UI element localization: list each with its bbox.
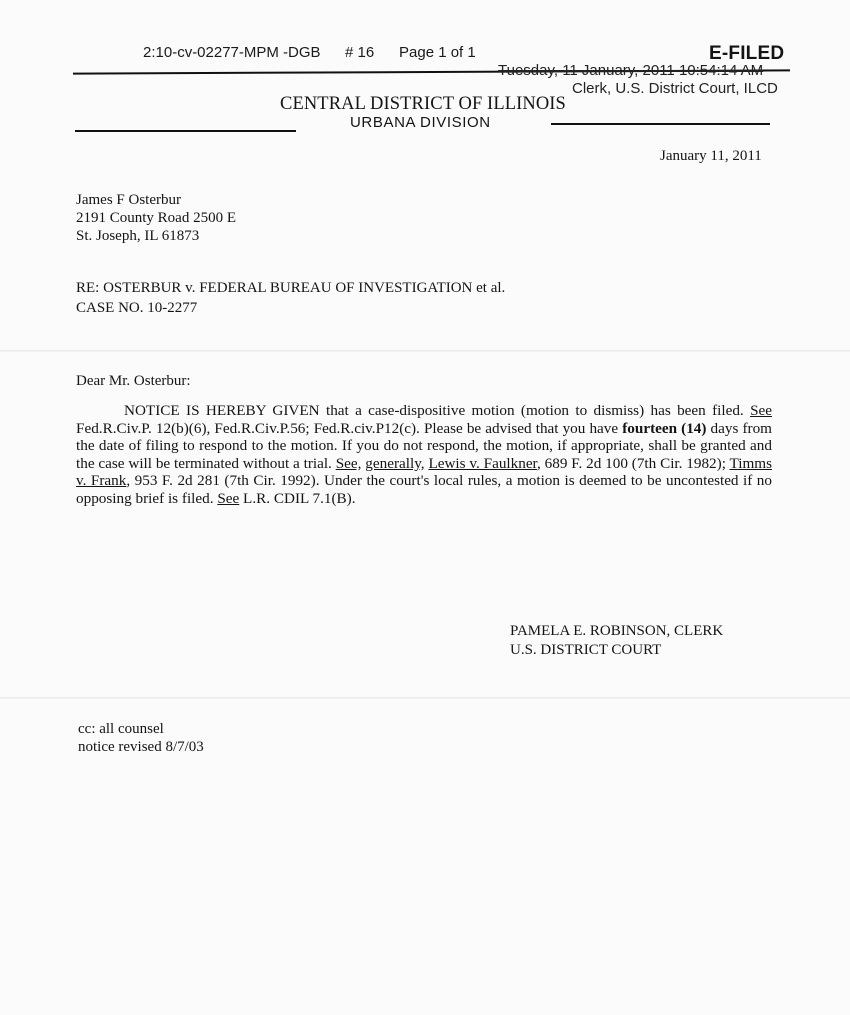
recipient-street: 2191 County Road 2500 E bbox=[76, 210, 236, 226]
see-citation-2: See, bbox=[335, 454, 362, 472]
signature-office: U.S. DISTRICT COURT bbox=[510, 642, 662, 658]
recipient-city: St. Joseph, IL 61873 bbox=[76, 228, 200, 244]
header-document-number: # 16 bbox=[345, 44, 375, 61]
notice-text-5: , 953 F. 2d 281 (7th Cir. 1992). Under the court's local rules, a motion is deemed to be uncontested if no opposing brief is filed. bbox=[76, 472, 772, 507]
generally-citation: generally, bbox=[365, 454, 425, 472]
heading-right-rule bbox=[551, 123, 770, 125]
see-citation-1: See bbox=[750, 402, 772, 419]
see-citation-3: See bbox=[217, 489, 240, 507]
case-lewis-v-faulkner: Lewis v. Faulkner bbox=[428, 454, 538, 472]
re-case-number: CASE NO. 10-2277 bbox=[76, 300, 198, 316]
court-division-title: URBANA DIVISION bbox=[350, 114, 491, 131]
notice-text-3: days from the date of filing to respond to the motion. If you do not respond, the motion, if appropriate, shall be granted and the case will be terminated without a trial. bbox=[76, 419, 772, 472]
paper-fold-upper bbox=[0, 350, 850, 352]
efiled-stamp: E-FILED bbox=[709, 43, 785, 64]
signature-name: PAMELA E. ROBINSON, CLERK bbox=[510, 623, 724, 639]
deadline-emphasis: fourteen (14) bbox=[622, 419, 707, 437]
header-page-info: Page 1 of 1 bbox=[399, 44, 476, 61]
efiled-clerk-line: Clerk, U.S. District Court, ILCD bbox=[572, 80, 778, 97]
recipient-name: James F Osterbur bbox=[76, 192, 181, 208]
notice-text-2: Fed.R.Civ.P. 12(b)(6), Fed.R.Civ.P.56; Fed.R.civ.P12(c). Please be advised that you have bbox=[76, 419, 619, 437]
court-district-title: CENTRAL DISTRICT OF ILLINOIS bbox=[280, 94, 566, 114]
notice-text-4: , 689 F. 2d 100 (7th Cir. 1982); bbox=[537, 454, 726, 472]
salutation: Dear Mr. Osterbur: bbox=[76, 373, 191, 389]
notice-text-6: L.R. CDIL 7.1(B). bbox=[243, 489, 356, 507]
header-case-number: 2:10-cv-02277-MPM -DGB bbox=[143, 44, 321, 61]
paper-fold-lower bbox=[0, 697, 850, 699]
efiled-timestamp: Tuesday, 11 January, 2011 10:54:14 AM bbox=[498, 62, 764, 79]
re-line: RE: OSTERBUR v. FEDERAL BUREAU OF INVESTIGATION et al. bbox=[76, 280, 506, 296]
letter-date: January 11, 2011 bbox=[660, 148, 762, 164]
cc-line: cc: all counsel bbox=[78, 721, 164, 737]
heading-left-rule bbox=[75, 130, 296, 132]
notice-paragraph bbox=[76, 402, 772, 508]
notice-revised-line: notice revised 8/7/03 bbox=[78, 739, 204, 755]
notice-text-1: NOTICE IS HEREBY GIVEN that a case-dispositive motion (motion to dismiss) has been filed. bbox=[124, 402, 744, 419]
case-timms-v-frank: Timms v. Frank bbox=[76, 454, 773, 490]
